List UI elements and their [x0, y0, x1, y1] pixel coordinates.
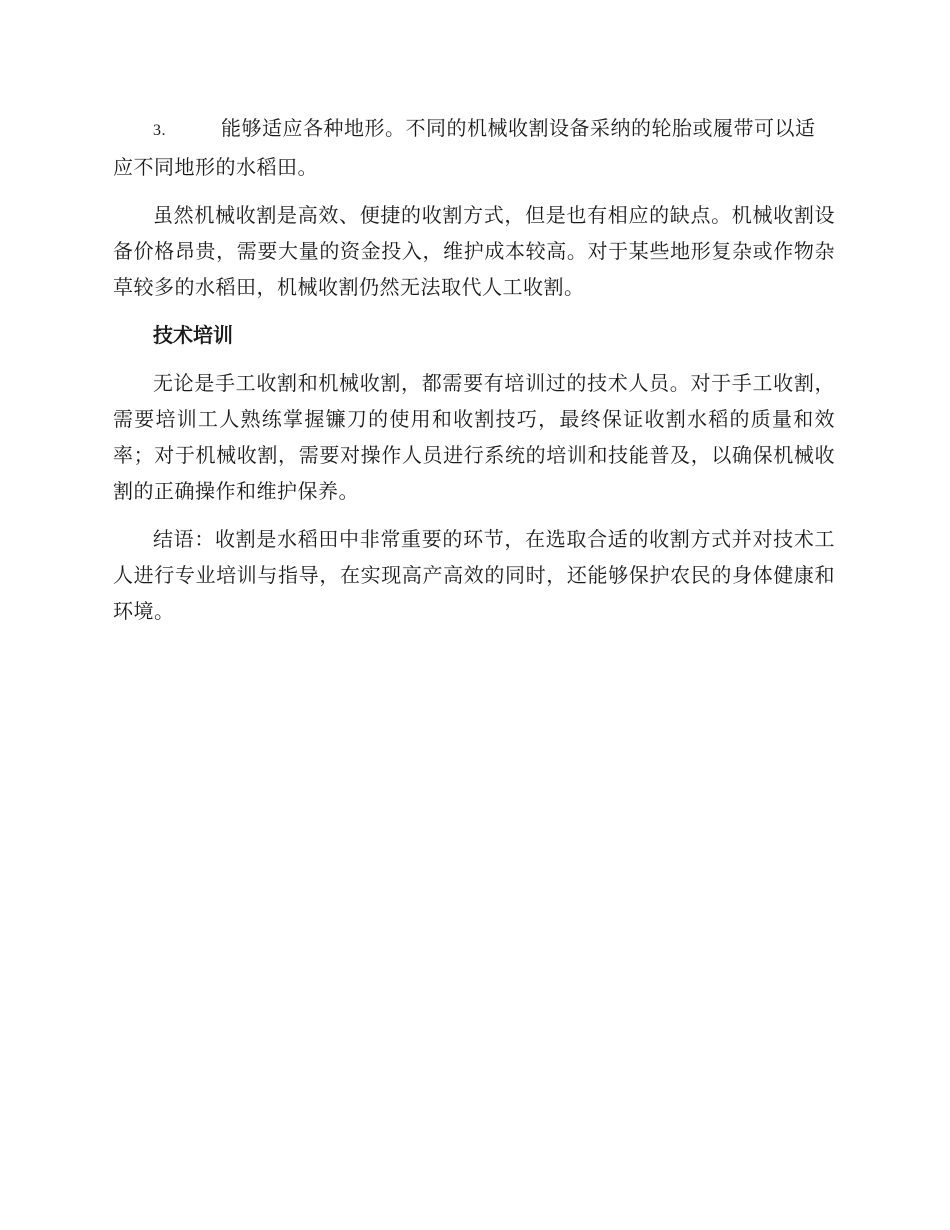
- list-item-number: 3.: [153, 122, 166, 139]
- section-heading-technical-training: 技术培训: [153, 323, 233, 347]
- list-item-text: 能够适应各种地形。不同的机械收割设备采纳的轮胎或履带可以适应不同地形的水稻田。: [113, 116, 816, 179]
- paragraph-mechanical-drawbacks: 虽然机械收割是高效、便捷的收割方式，但是也有相应的缺点。机械收割设备价格昂贵，需要大量的资金投入，维护成本较高。对于某些地形复杂或作物杂草较多的水稻田，机械收割仍然无法取代人工收割。: [113, 203, 835, 299]
- list-item-3: [113, 110, 835, 185]
- document-body: [113, 110, 835, 641]
- paragraph-training: 无论是手工收割和机械收割，都需要有培训过的技术人员。对于手工收割，需要培训工人熟练掌握镰刀的使用和收割技巧，最终保证收割水稻的质量和效率；对于机械收割，需要对操作人员进行系统的培训和技能普及，以确保机械收割的正确操作和维护保养。: [113, 371, 835, 503]
- paragraph-conclusion: 结语：收割是水稻田中非常重要的环节，在选取合适的收割方式并对技术工人进行专业培训与指导，在实现高产高效的同时，还能够保护农民的身体健康和环境。: [113, 527, 835, 623]
